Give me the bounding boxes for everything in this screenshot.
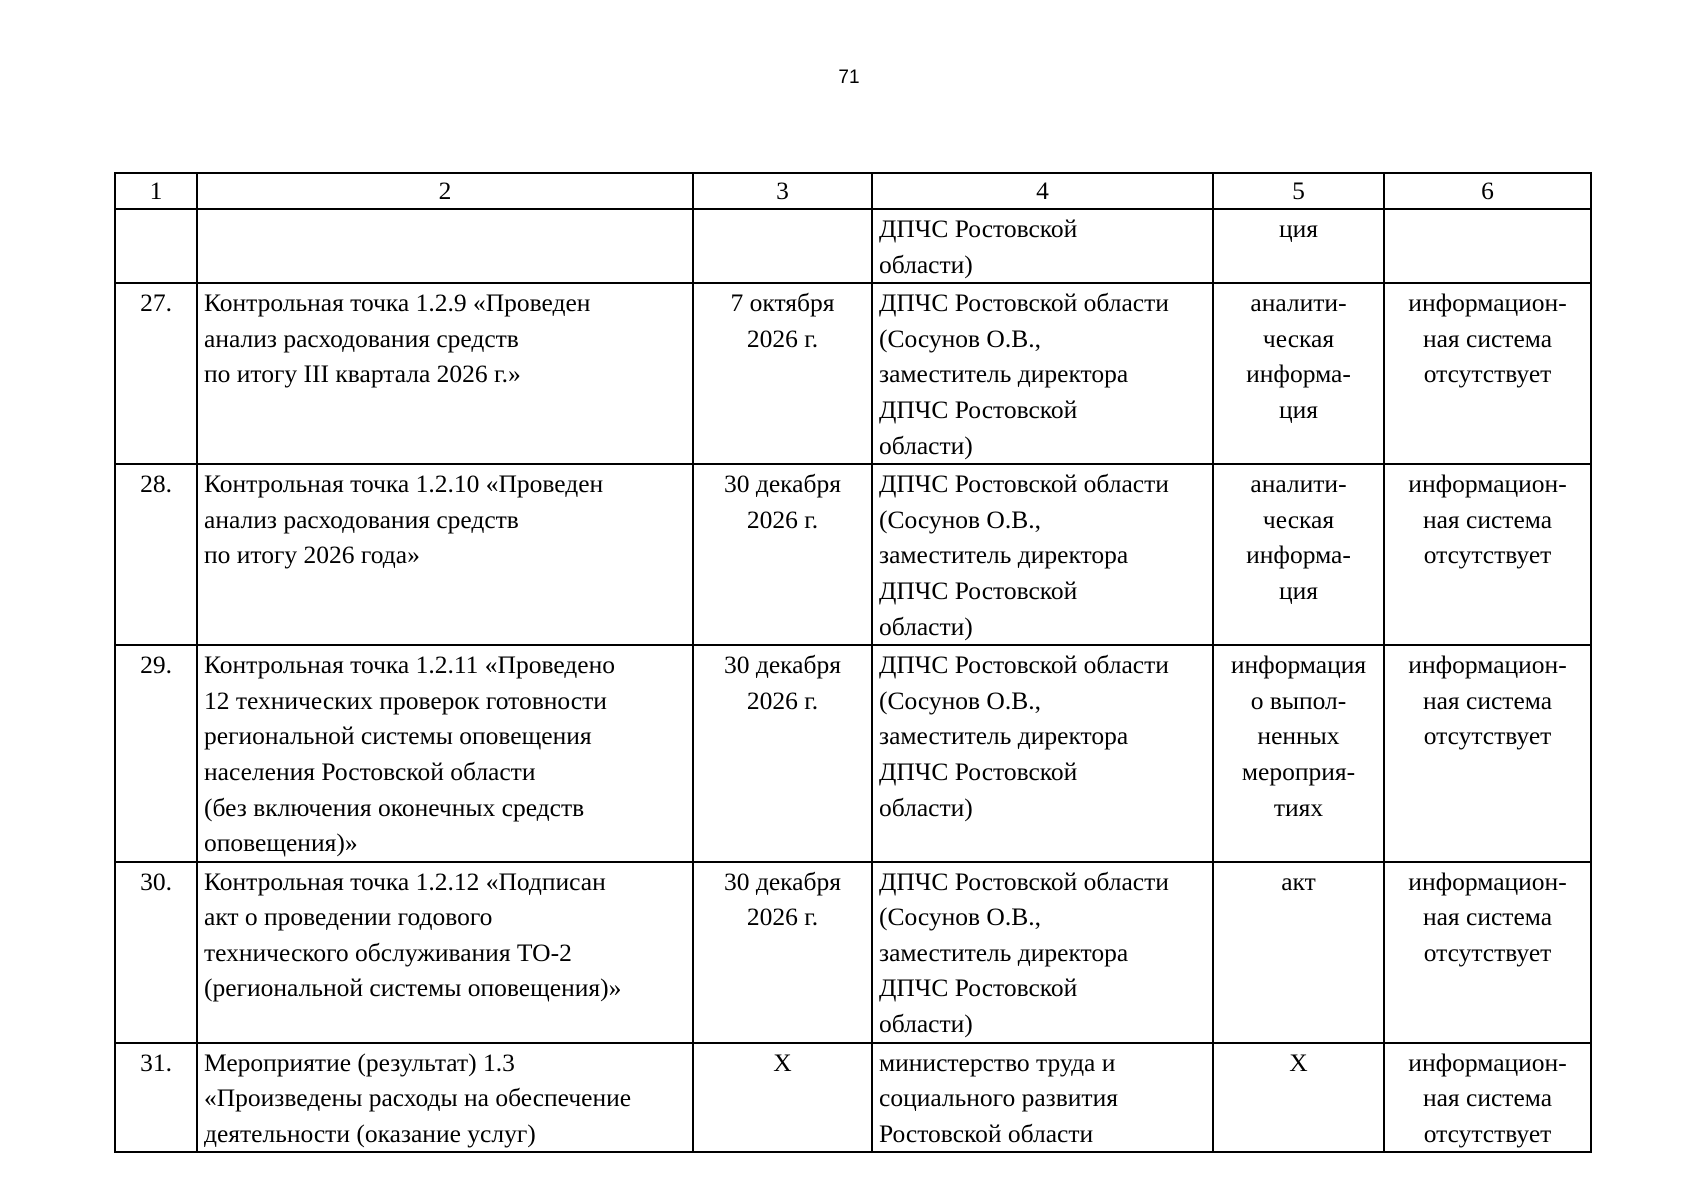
deadline-cell: 7 октября 2026 г.	[693, 283, 872, 464]
row-number-cell	[115, 209, 197, 283]
document-type-cell: Х	[1213, 1043, 1384, 1153]
column-header-3: 3	[693, 173, 872, 209]
table-row	[115, 464, 1591, 645]
deadline-cell: Х	[693, 1043, 872, 1153]
responsible-cell: ДПЧС Ростовской области (Сосунов О.В., заместитель директора ДПЧС Ростовской области)	[872, 862, 1213, 1043]
responsible-cell: ДПЧС Ростовской области)	[872, 209, 1213, 283]
document-type-cell: аналити- ческая информа- ция	[1213, 464, 1384, 645]
column-header-6: 6	[1384, 173, 1591, 209]
row-number-cell: 28.	[115, 464, 197, 645]
control-points-table	[114, 172, 1592, 1153]
info-system-cell: информацион- ная система отсутствует	[1384, 862, 1591, 1043]
deadline-cell: 30 декабря 2026 г.	[693, 464, 872, 645]
control-point-name-cell: Контрольная точка 1.2.10 «Проведен анализ расходования средств по итогу 2026 года»	[197, 464, 693, 645]
table-row	[115, 283, 1591, 464]
info-system-cell: информацион- ная система отсутствует	[1384, 1043, 1591, 1153]
deadline-cell: 30 декабря 2026 г.	[693, 862, 872, 1043]
table-row	[115, 1043, 1591, 1153]
control-point-name-cell: Мероприятие (результат) 1.3 «Произведены расходы на обеспечение деятельности (оказание услуг)	[197, 1043, 693, 1153]
control-point-name-cell	[197, 209, 693, 283]
info-system-cell	[1384, 209, 1591, 283]
page-number: 71	[838, 67, 860, 88]
deadline-cell	[693, 209, 872, 283]
responsible-cell: ДПЧС Ростовской области (Сосунов О.В., заместитель директора ДПЧС Ростовской области)	[872, 464, 1213, 645]
control-point-name-cell: Контрольная точка 1.2.12 «Подписан акт о проведении годового технического обслуживания ТО-2 (региональной системы оповещения)»	[197, 862, 693, 1043]
table-row	[115, 209, 1591, 283]
info-system-cell: информацион- ная система отсутствует	[1384, 283, 1591, 464]
table-header-row	[115, 173, 1591, 209]
row-number-cell: 29.	[115, 645, 197, 862]
column-header-4: 4	[872, 173, 1213, 209]
info-system-cell: информацион- ная система отсутствует	[1384, 464, 1591, 645]
deadline-cell: 30 декабря 2026 г.	[693, 645, 872, 862]
control-point-name-cell: Контрольная точка 1.2.9 «Проведен анализ расходования средств по итогу III квартала 2026 г.»	[197, 283, 693, 464]
responsible-cell: министерство труда и социального развития Ростовской области	[872, 1043, 1213, 1153]
table-row	[115, 862, 1591, 1043]
column-header-1: 1	[115, 173, 197, 209]
responsible-cell: ДПЧС Ростовской области (Сосунов О.В., заместитель директора ДПЧС Ростовской области)	[872, 645, 1213, 862]
control-point-name-cell: Контрольная точка 1.2.11 «Проведено 12 технических проверок готовности региональной системы оповещения населения Ростовской области (без включения оконечных средств оповещения)»	[197, 645, 693, 862]
row-number-cell: 27.	[115, 283, 197, 464]
responsible-cell: ДПЧС Ростовской области (Сосунов О.В., заместитель директора ДПЧС Ростовской области)	[872, 283, 1213, 464]
document-type-cell: ция	[1213, 209, 1384, 283]
table-row	[115, 645, 1591, 862]
document-type-cell: информация о выпол- ненных мероприя- тиях	[1213, 645, 1384, 862]
column-header-2: 2	[197, 173, 693, 209]
row-number-cell: 31.	[115, 1043, 197, 1153]
document-type-cell: акт	[1213, 862, 1384, 1043]
document-type-cell: аналити- ческая информа- ция	[1213, 283, 1384, 464]
column-header-5: 5	[1213, 173, 1384, 209]
info-system-cell: информацион- ная система отсутствует	[1384, 645, 1591, 862]
row-number-cell: 30.	[115, 862, 197, 1043]
